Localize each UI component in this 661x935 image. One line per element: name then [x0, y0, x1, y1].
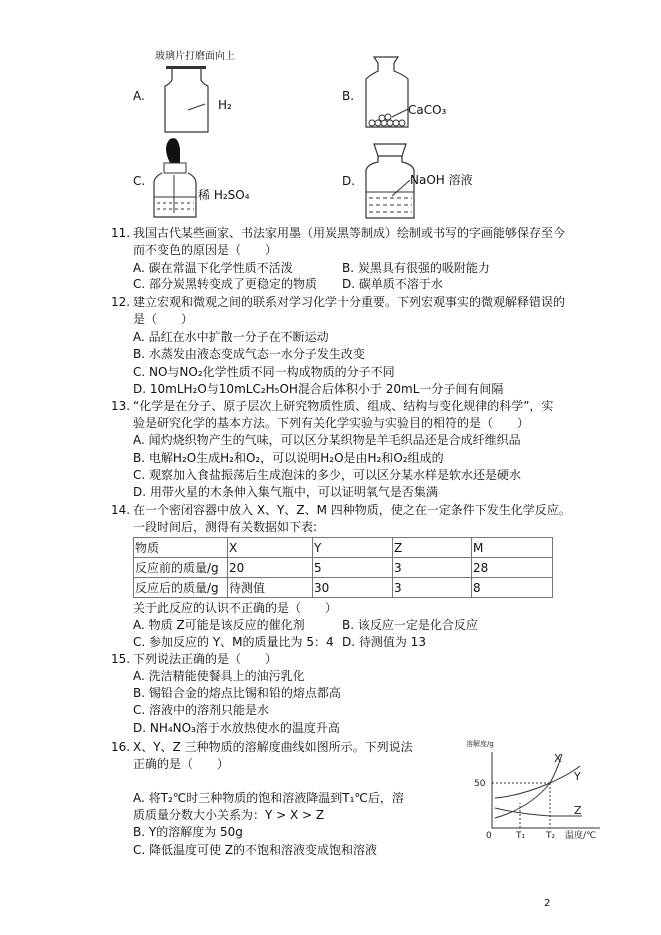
graph-guides	[492, 783, 550, 828]
question-16-number: 16.	[111, 740, 131, 754]
question-13-option-b: B. 电解H₂O生成H₂和O₂，可以说明H₂O是由H₂和O₂组成的	[133, 451, 444, 465]
question-16-option-b: B. Y的溶解度为 50g	[133, 825, 243, 839]
table-row	[134, 578, 553, 598]
question-14-prompt: 关于此反应的认识不正确的是（ ）	[133, 601, 338, 615]
option-b-letter: B.	[342, 89, 355, 103]
question-13-option-a: A. 闻灼烧织物产生的气味，可以区分某织物是羊毛织品还是合成纤维织品	[133, 433, 521, 447]
curve-x	[495, 754, 562, 818]
figure-a-label: H₂	[218, 98, 232, 112]
option-a-letter: A.	[133, 89, 145, 103]
graph-axes	[492, 752, 600, 828]
curve-y	[495, 766, 580, 798]
table-cell: 20	[228, 558, 313, 578]
dropper-bottle-h2so4-icon	[152, 135, 222, 220]
question-15-option-b: B. 锡铅合金的熔点比锡和铅的熔点都高	[133, 686, 341, 700]
curve-z	[495, 808, 582, 816]
page-number: 2	[544, 898, 551, 909]
table-cell: 5	[313, 558, 393, 578]
question-12-option-a: A. 品红在水中扩散一分子在不断运动	[133, 330, 329, 344]
figure-c-label: 稀 H₂SO₄	[198, 188, 250, 202]
question-11-stem-2: 而不变色的原因是（ ）	[133, 243, 278, 257]
graph-xlabel: 温度/℃	[565, 831, 597, 841]
graph-t2: T₂	[546, 831, 556, 841]
question-13-option-d: D. 用带火星的木条伸入集气瓶中，可以证明氧气是否集满	[133, 485, 438, 499]
figure-a-caption: 玻璃片打磨面向上	[155, 51, 235, 62]
question-13-option-c: C. 观察加入食盐振荡后生成泡沫的多少，可以区分某水样是软水还是硬水	[133, 468, 522, 482]
graph-label-y: Y	[574, 770, 581, 783]
question-12-option-c: C. NO与NO₂化学性质不同一构成物质的分子不同	[133, 365, 395, 379]
data-table	[133, 537, 553, 598]
question-12-option-d: D. 10mLH₂O与10mLC₂H₅OH混合后体积小于 20mL一分子间有间隔	[133, 382, 504, 396]
question-16-option-a-2: 质质量分数大小关系为：Y > X > Z	[133, 808, 325, 822]
question-15-number: 15.	[111, 652, 131, 666]
graph-y50: 50	[474, 779, 486, 789]
table-cell: 反应后的质量/g	[134, 578, 228, 598]
option-c-letter: C.	[133, 174, 146, 188]
question-13-stem: “化学是在分子、原子层次上研究物质性质、组成、结构与变化规律的科学”，实	[133, 399, 554, 413]
table-cell: Z	[393, 538, 472, 558]
table-row	[134, 558, 553, 578]
question-11-option-d: D. 碳单质不溶于水	[342, 277, 443, 291]
question-15-stem: 下列说法正确的是（ ）	[133, 652, 278, 666]
question-14-stem-2: 一段时间后，测得有关数据如下表:	[133, 520, 318, 534]
option-d-letter: D.	[342, 174, 356, 188]
question-15-option-a: A. 洗洁精能使餐具上的油污乳化	[133, 669, 305, 683]
question-15-option-c: C. 溶液中的溶剂只能是水	[133, 703, 270, 717]
question-14-option-b: B. 该反应一定是化合反应	[342, 618, 478, 632]
question-16-option-a: A. 将T₂℃时三种物质的饱和溶液降温到T₁℃后，溶	[133, 791, 404, 805]
question-11-stem: 我国古代某些画家、书法家用墨（用炭黑等制成）绘制或书写的字画能够保存至今	[133, 226, 566, 240]
question-13-stem-2: 验是研究化学的基本方法。下列有关化学实验与实验目的相符的是（ ）	[133, 416, 530, 430]
solubility-graph	[466, 738, 610, 841]
figure-b-label: CaCO₃	[408, 103, 447, 117]
question-14-stem: 在一个密闭容器中放入 X、Y、Z、M 四种物质，使之在一定条件下发生化学反应。	[133, 503, 571, 517]
table-cell: 30	[313, 578, 393, 598]
table-cell: 3	[393, 558, 472, 578]
table-cell: 3	[393, 578, 472, 598]
question-11-number: 11.	[111, 226, 131, 240]
table-cell: 反应前的质量/g	[134, 558, 228, 578]
question-13-number: 13.	[111, 399, 131, 413]
question-16-option-c: C. 降低温度可使 Z的不饱和溶液变成饱和溶液	[133, 843, 378, 857]
table-cell: Y	[313, 538, 393, 558]
graph-label-z: Z	[574, 804, 582, 817]
question-11-option-b: B. 炭黑具有很强的吸附能力	[342, 261, 490, 275]
question-11-option-c: C. 部分炭黑转变成了更稳定的物质	[133, 277, 318, 291]
graph-origin: 0	[486, 831, 492, 841]
question-12-number: 12.	[111, 295, 131, 309]
graph-t1: T₁	[516, 831, 526, 841]
question-14-option-a: A. 物质 Z可能是该反应的催化剂	[133, 618, 305, 632]
graph-label-x: X	[554, 752, 562, 765]
question-16-stem: X、Y、Z 三种物质的溶解度曲线如图所示。下列说法	[133, 740, 413, 754]
table-row	[134, 538, 553, 558]
question-12-stem: 建立宏观和微观之间的联系对学习化学十分重要。下列宏观事实的微观解释错误的	[133, 295, 566, 309]
question-14-option-c: C. 参加反应的 Y、M的质量比为 5：4	[133, 635, 334, 649]
graph-ylabel: 溶解度/g	[466, 740, 494, 748]
question-11-option-a: A. 碳在常温下化学性质不活泼	[133, 261, 293, 275]
bottle-caco3-icon	[360, 55, 430, 135]
table-cell: X	[228, 538, 313, 558]
table-cell: M	[472, 538, 553, 558]
table-cell: 28	[472, 558, 553, 578]
question-14-option-d: D. 待测值为 13	[342, 635, 426, 649]
table-cell: 待测值	[228, 578, 313, 598]
question-16-stem-2: 正确的是（ ）	[133, 757, 230, 771]
table-cell: 物质	[134, 538, 228, 558]
question-14-number: 14.	[111, 503, 131, 517]
table-cell: 8	[472, 578, 553, 598]
question-15-option-d: D. NH₄NO₃溶于水放热使水的温度升高	[133, 721, 340, 735]
figure-d-label: NaOH 溶液	[410, 173, 473, 187]
question-12-option-b: B. 水蒸发由液态变成气态一水分子发生改变	[133, 347, 365, 361]
question-12-stem-2: 是（ ）	[133, 312, 194, 326]
